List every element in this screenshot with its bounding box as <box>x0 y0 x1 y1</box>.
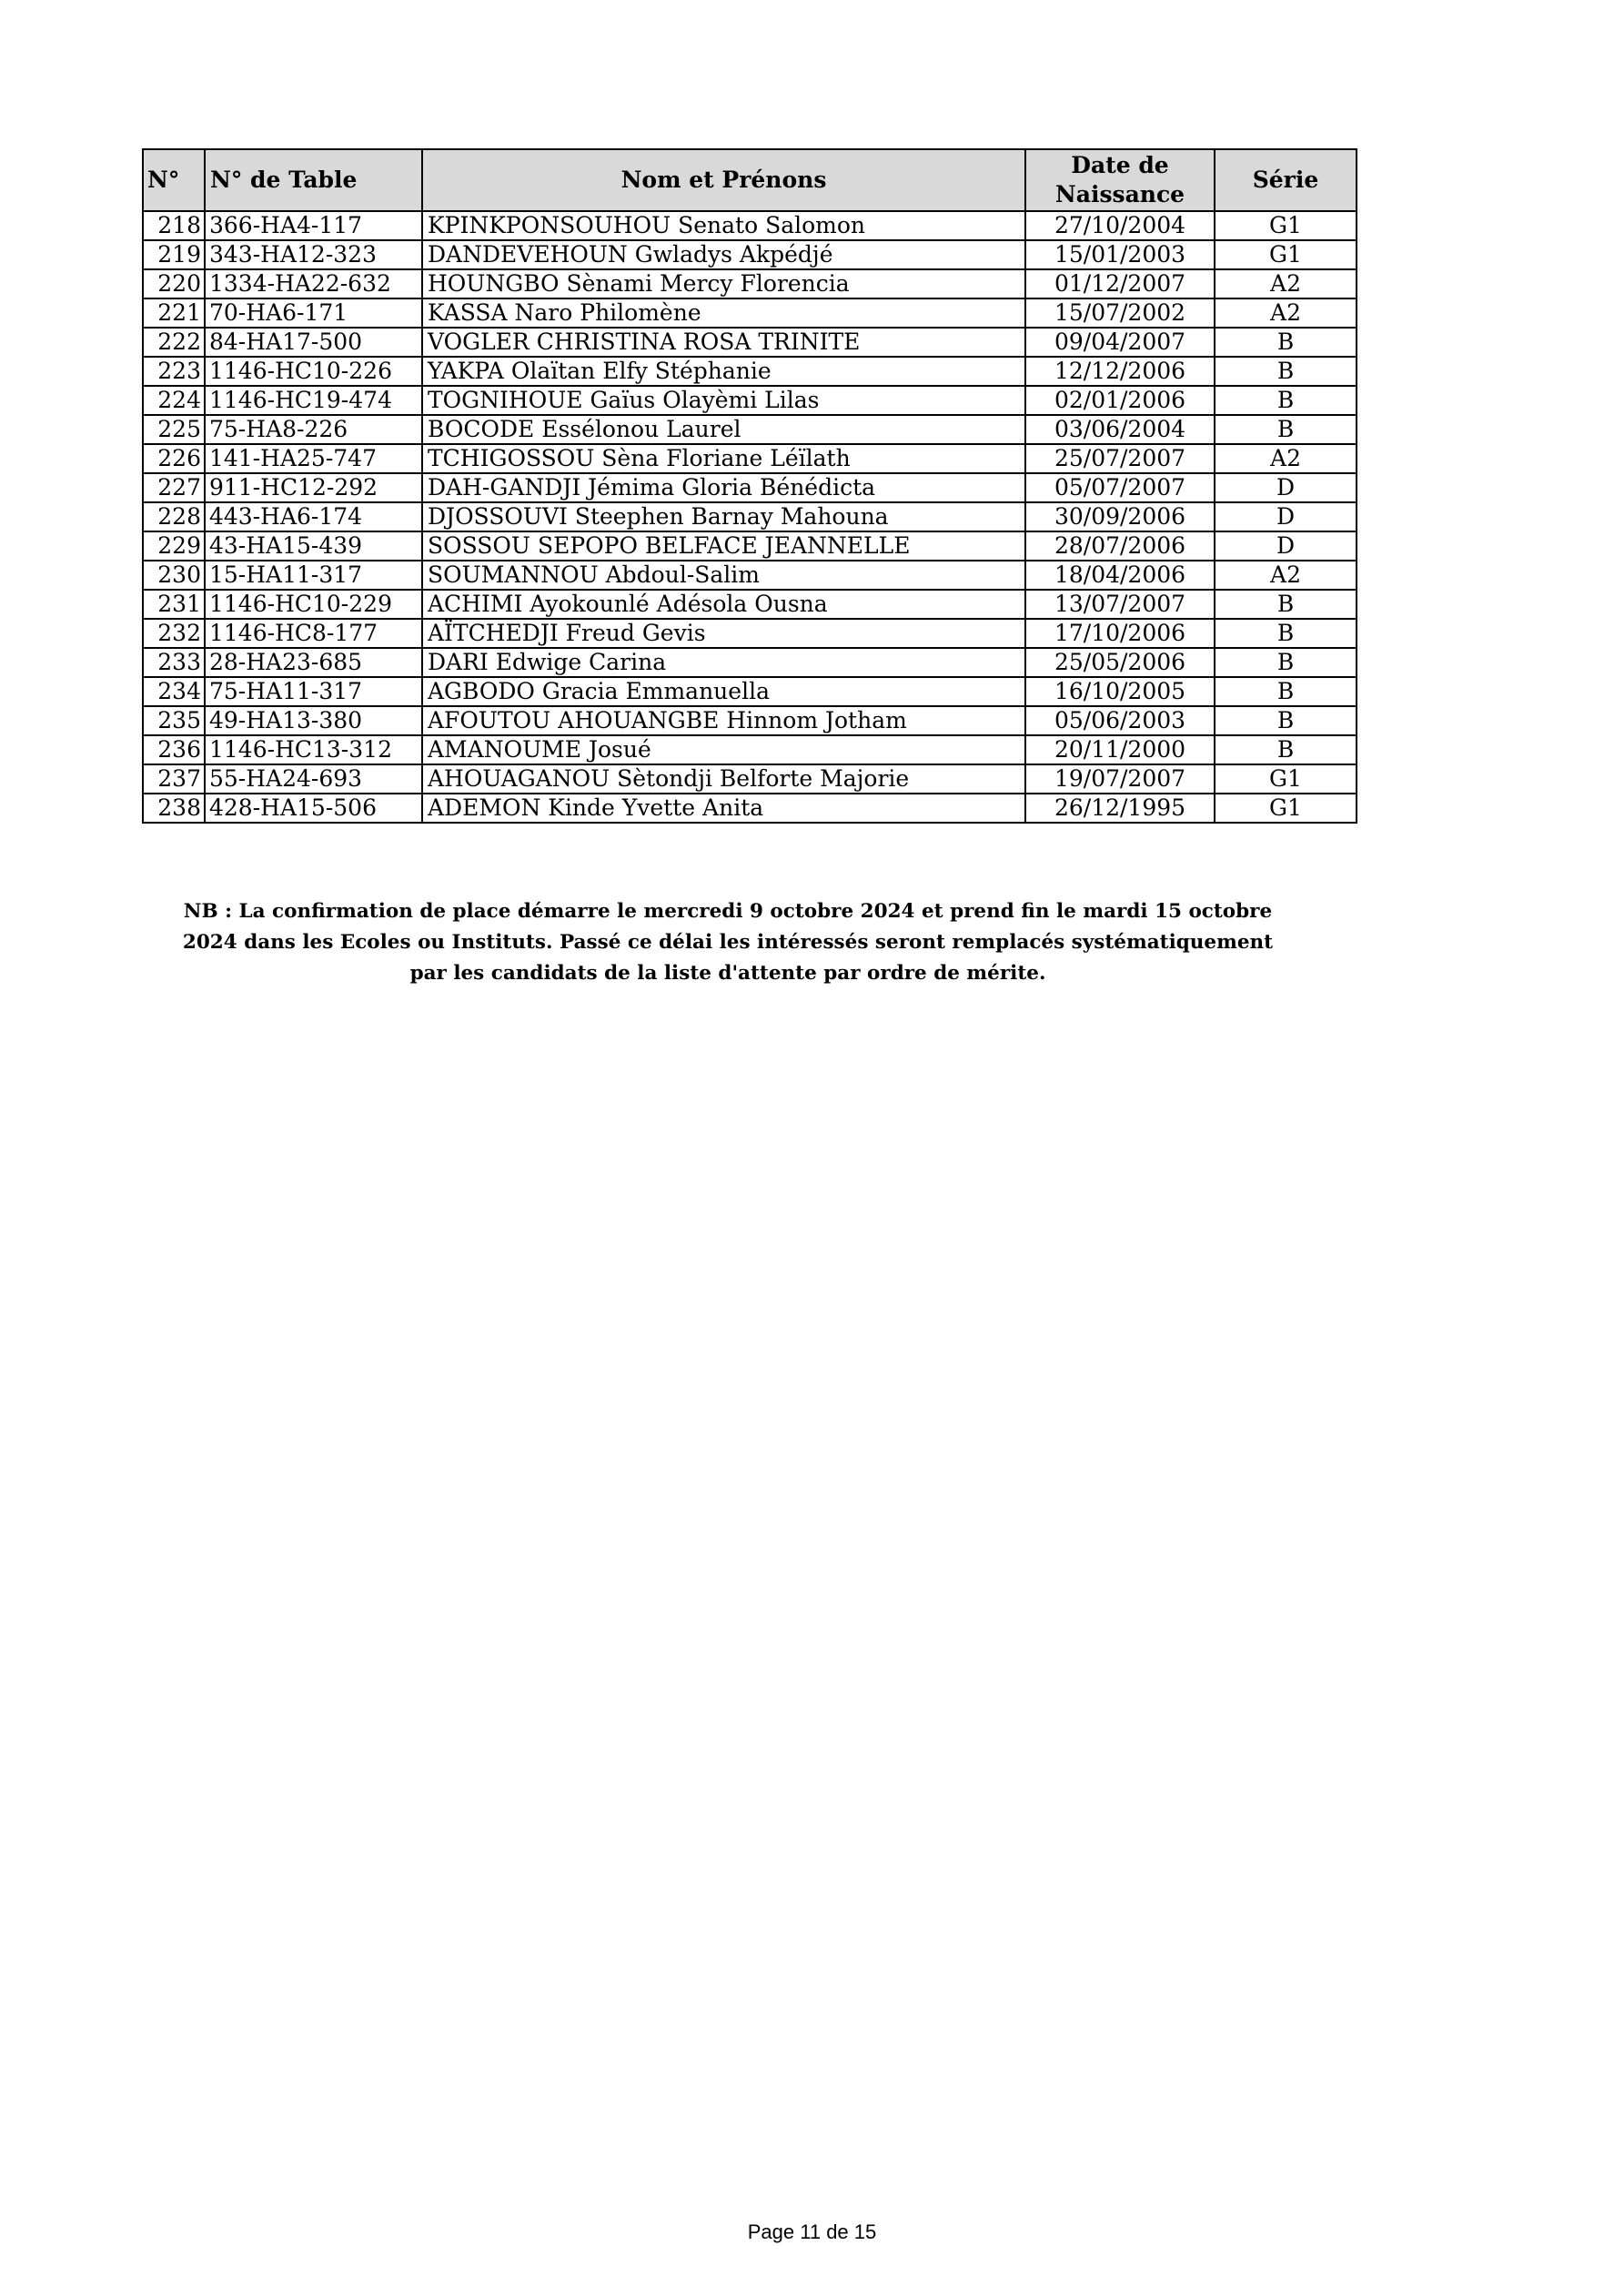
candidate-name-cell: ACHIMI Ayokounlé Adésola Ousna <box>422 590 1025 619</box>
row-number-cell: 232 <box>143 619 205 648</box>
header-serie: Série <box>1215 149 1357 211</box>
serie-cell: B <box>1215 357 1357 386</box>
serie-cell: D <box>1215 502 1357 531</box>
candidate-name-cell: SOSSOU SEPOPO BELFACE JEANNELLE <box>422 531 1025 561</box>
table-number-cell: 1146-HC13-312 <box>205 735 422 764</box>
serie-cell: G1 <box>1215 240 1357 269</box>
nb-note-line-1: NB : La confirmation de place démarre le mercredi 9 octobre 2024 et prend fin le mardi 15 octobre <box>183 900 1273 923</box>
table-number-cell: 343-HA12-323 <box>205 240 422 269</box>
table-row <box>143 677 1357 706</box>
row-number-cell: 229 <box>143 531 205 561</box>
results-table <box>142 148 1357 824</box>
birth-date-cell: 17/10/2006 <box>1025 619 1215 648</box>
row-number-cell: 235 <box>143 706 205 735</box>
table-row <box>143 531 1357 561</box>
table-row <box>143 357 1357 386</box>
candidate-name-cell: HOUNGBO Sènami Mercy Florencia <box>422 269 1025 298</box>
table-number-cell: 1146-HC10-229 <box>205 590 422 619</box>
row-number-cell: 226 <box>143 444 205 473</box>
table-row <box>143 794 1357 823</box>
row-number-cell: 237 <box>143 764 205 794</box>
birth-date-cell: 15/01/2003 <box>1025 240 1215 269</box>
serie-cell: B <box>1215 677 1357 706</box>
page-number: Page 11 de 15 <box>747 2220 877 2243</box>
birth-date-cell: 28/07/2006 <box>1025 531 1215 561</box>
birth-date-cell: 15/07/2002 <box>1025 298 1215 328</box>
table-row <box>143 415 1357 444</box>
candidate-name-cell: DARI Edwige Carina <box>422 648 1025 677</box>
serie-cell: G1 <box>1215 764 1357 794</box>
birth-date-cell: 01/12/2007 <box>1025 269 1215 298</box>
row-number-cell: 219 <box>143 240 205 269</box>
candidate-name-cell: KPINKPONSOUHOU Senato Salomon <box>422 211 1025 240</box>
serie-cell: B <box>1215 590 1357 619</box>
serie-cell: G1 <box>1215 794 1357 823</box>
table-number-cell: 1334-HA22-632 <box>205 269 422 298</box>
table-row <box>143 735 1357 764</box>
table-number-cell: 443-HA6-174 <box>205 502 422 531</box>
candidate-name-cell: TOGNIHOUE Gaïus Olayèmi Lilas <box>422 386 1025 415</box>
table-row <box>143 211 1357 240</box>
birth-date-cell: 25/05/2006 <box>1025 648 1215 677</box>
candidate-name-cell: YAKPA Olaïtan Elfy Stéphanie <box>422 357 1025 386</box>
nb-note-line-2: 2024 dans les Ecoles ou Instituts. Passé ce délai les intéressés seront remplacés systématiquement <box>182 931 1274 954</box>
serie-cell: A2 <box>1215 298 1357 328</box>
birth-date-cell: 25/07/2007 <box>1025 444 1215 473</box>
table-row <box>143 240 1357 269</box>
table-number-cell: 15-HA11-317 <box>205 561 422 590</box>
candidate-name-cell: AHOUAGANOU Sètondji Belforte Majorie <box>422 764 1025 794</box>
table-header-row <box>143 149 1357 211</box>
row-number-cell: 234 <box>143 677 205 706</box>
header-table-number: N° de Table <box>205 149 422 211</box>
header-birth-date <box>1025 149 1215 211</box>
row-number-cell: 221 <box>143 298 205 328</box>
table-row <box>143 269 1357 298</box>
page-footer <box>0 2220 1624 2244</box>
candidate-name-cell: DJOSSOUVI Steephen Barnay Mahouna <box>422 502 1025 531</box>
birth-date-cell: 02/01/2006 <box>1025 386 1215 415</box>
table-row <box>143 298 1357 328</box>
row-number-cell: 236 <box>143 735 205 764</box>
table-row <box>143 328 1357 357</box>
serie-cell: D <box>1215 531 1357 561</box>
row-number-cell: 222 <box>143 328 205 357</box>
birth-date-cell: 09/04/2007 <box>1025 328 1215 357</box>
candidate-name-cell: SOUMANNOU Abdoul-Salim <box>422 561 1025 590</box>
candidate-name-cell: BOCODE Essélonou Laurel <box>422 415 1025 444</box>
row-number-cell: 224 <box>143 386 205 415</box>
birth-date-cell: 20/11/2000 <box>1025 735 1215 764</box>
birth-date-cell: 27/10/2004 <box>1025 211 1215 240</box>
table-row <box>143 619 1357 648</box>
row-number-cell: 218 <box>143 211 205 240</box>
serie-cell: B <box>1215 328 1357 357</box>
row-number-cell: 230 <box>143 561 205 590</box>
table-row <box>143 502 1357 531</box>
table-number-cell: 428-HA15-506 <box>205 794 422 823</box>
birth-date-cell: 16/10/2005 <box>1025 677 1215 706</box>
table-number-cell: 84-HA17-500 <box>205 328 422 357</box>
serie-cell: B <box>1215 706 1357 735</box>
table-number-cell: 55-HA24-693 <box>205 764 422 794</box>
candidate-name-cell: DAH-GANDJI Jémima Gloria Bénédicta <box>422 473 1025 502</box>
serie-cell: B <box>1215 386 1357 415</box>
row-number-cell: 220 <box>143 269 205 298</box>
serie-cell: A2 <box>1215 561 1357 590</box>
candidate-name-cell: AGBODO Gracia Emmanuella <box>422 677 1025 706</box>
table-row <box>143 561 1357 590</box>
table-body <box>143 211 1357 823</box>
birth-date-cell: 18/04/2006 <box>1025 561 1215 590</box>
row-number-cell: 227 <box>143 473 205 502</box>
birth-date-cell: 26/12/1995 <box>1025 794 1215 823</box>
table-row <box>143 386 1357 415</box>
birth-date-cell: 13/07/2007 <box>1025 590 1215 619</box>
row-number-cell: 225 <box>143 415 205 444</box>
row-number-cell: 223 <box>143 357 205 386</box>
birth-date-cell: 05/07/2007 <box>1025 473 1215 502</box>
header-birth-date-line1: Date de <box>1071 152 1169 178</box>
table-number-cell: 366-HA4-117 <box>205 211 422 240</box>
nb-note <box>182 896 1274 989</box>
birth-date-cell: 03/06/2004 <box>1025 415 1215 444</box>
table-number-cell: 75-HA11-317 <box>205 677 422 706</box>
row-number-cell: 238 <box>143 794 205 823</box>
candidate-name-cell: AMANOUME Josué <box>422 735 1025 764</box>
candidate-name-cell: AÏTCHEDJI Freud Gevis <box>422 619 1025 648</box>
table-number-cell: 43-HA15-439 <box>205 531 422 561</box>
table-row <box>143 590 1357 619</box>
row-number-cell: 228 <box>143 502 205 531</box>
table-number-cell: 49-HA13-380 <box>205 706 422 735</box>
serie-cell: B <box>1215 619 1357 648</box>
table-number-cell: 70-HA6-171 <box>205 298 422 328</box>
candidate-name-cell: TCHIGOSSOU Sèna Floriane Léïlath <box>422 444 1025 473</box>
serie-cell: B <box>1215 648 1357 677</box>
birth-date-cell: 30/09/2006 <box>1025 502 1215 531</box>
table-number-cell: 141-HA25-747 <box>205 444 422 473</box>
table-number-cell: 1146-HC10-226 <box>205 357 422 386</box>
candidate-name-cell: KASSA Naro Philomène <box>422 298 1025 328</box>
serie-cell: G1 <box>1215 211 1357 240</box>
candidate-name-cell: DANDEVEHOUN Gwladys Akpédjé <box>422 240 1025 269</box>
serie-cell: A2 <box>1215 444 1357 473</box>
table-row <box>143 444 1357 473</box>
serie-cell: B <box>1215 415 1357 444</box>
table-row <box>143 648 1357 677</box>
serie-cell: A2 <box>1215 269 1357 298</box>
table-number-cell: 75-HA8-226 <box>205 415 422 444</box>
header-name: Nom et Prénons <box>422 149 1025 211</box>
candidate-name-cell: VOGLER CHRISTINA ROSA TRINITE <box>422 328 1025 357</box>
table-row <box>143 473 1357 502</box>
header-birth-date-line2: Naissance <box>1054 181 1185 207</box>
birth-date-cell: 05/06/2003 <box>1025 706 1215 735</box>
nb-note-line-3: par les candidats de la liste d'attente par ordre de mérite. <box>409 962 1046 985</box>
table-number-cell: 911-HC12-292 <box>205 473 422 502</box>
table-row <box>143 764 1357 794</box>
table-number-cell: 1146-HC19-474 <box>205 386 422 415</box>
row-number-cell: 231 <box>143 590 205 619</box>
header-num: N° <box>143 149 205 211</box>
table-number-cell: 1146-HC8-177 <box>205 619 422 648</box>
table-row <box>143 706 1357 735</box>
birth-date-cell: 19/07/2007 <box>1025 764 1215 794</box>
row-number-cell: 233 <box>143 648 205 677</box>
birth-date-cell: 12/12/2006 <box>1025 357 1215 386</box>
candidate-name-cell: ADEMON Kinde Yvette Anita <box>422 794 1025 823</box>
serie-cell: B <box>1215 735 1357 764</box>
table-number-cell: 28-HA23-685 <box>205 648 422 677</box>
serie-cell: D <box>1215 473 1357 502</box>
candidate-name-cell: AFOUTOU AHOUANGBE Hinnom Jotham <box>422 706 1025 735</box>
